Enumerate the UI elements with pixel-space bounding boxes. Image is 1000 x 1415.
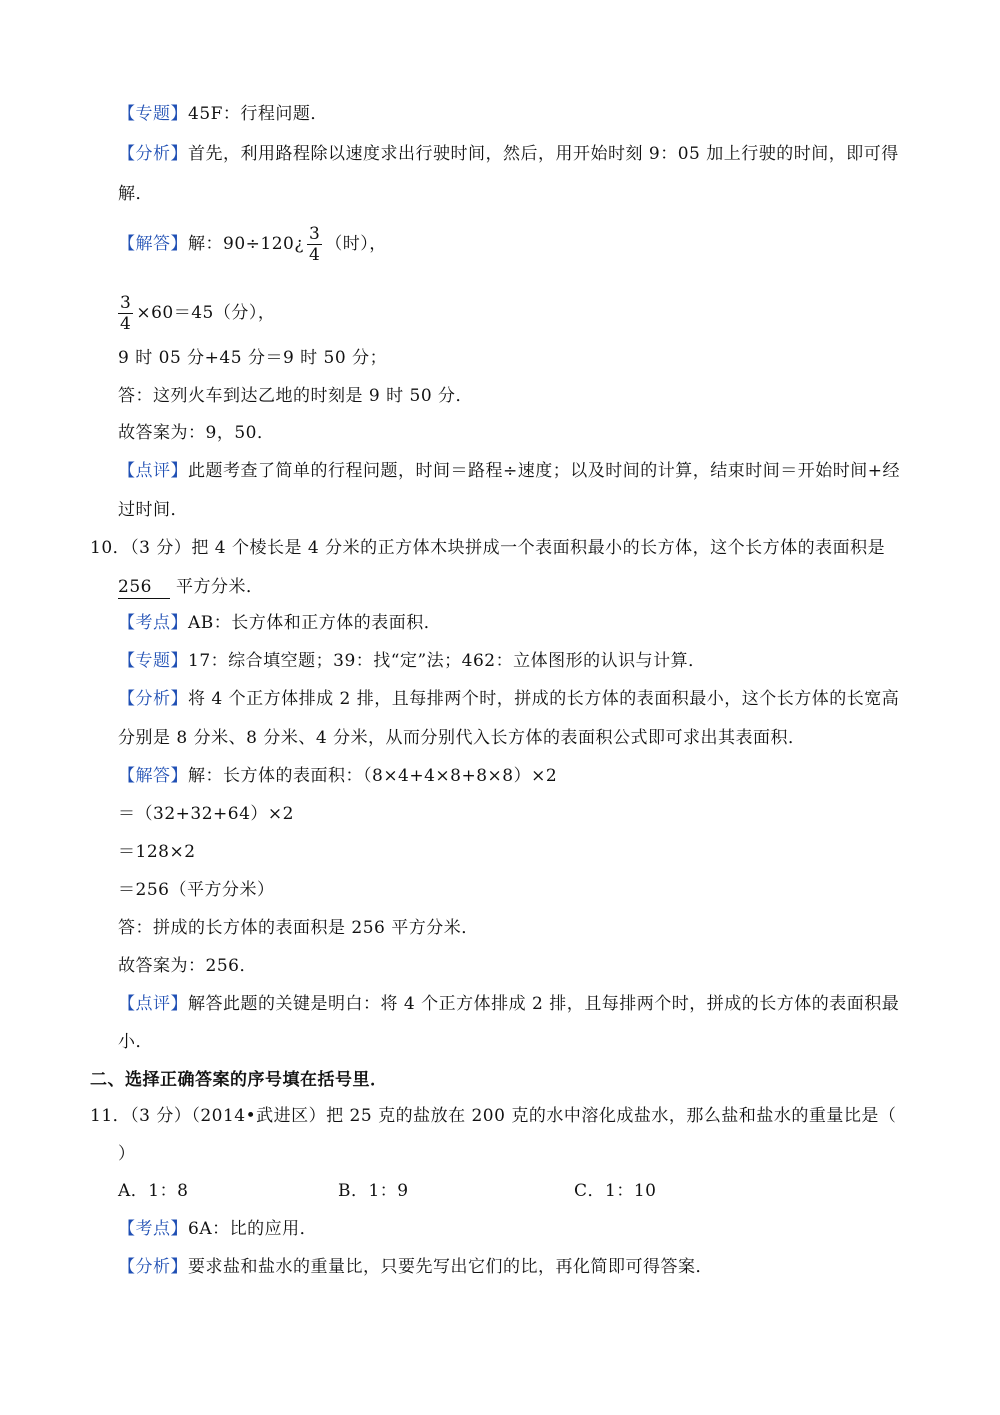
q9-step2-line [118, 292, 275, 334]
question-number: 10． [90, 538, 131, 558]
analysis-tag: 【分析】 [118, 144, 188, 164]
comment-tag: 【点评】 [118, 994, 188, 1014]
step-text: ×60＝45（分）， [136, 303, 276, 323]
q9-comment-line-2: 过时间． [118, 500, 188, 520]
q10-comment-line-2: 小． [118, 1032, 153, 1052]
comment-tag: 【点评】 [118, 461, 188, 481]
topic-tag: 【专题】 [118, 104, 188, 124]
analysis-text: 要求盐和盐水的重量比，只要先写出它们的比，再化简即可得答案． [188, 1257, 713, 1277]
q9-step3-line: 9 时 05 分+45 分＝9 时 50 分； [118, 348, 388, 368]
answer-blank: 256 [118, 576, 170, 599]
q9-analysis-line-1 [118, 143, 899, 165]
solution-tag: 【解答】 [118, 234, 188, 254]
solution-tag: 【解答】 [118, 766, 188, 786]
point-text: AB：长方体和正方体的表面积． [188, 613, 442, 633]
point-text: 6A：比的应用． [188, 1219, 318, 1239]
q9-comment-line-1 [118, 460, 900, 482]
analysis-tag: 【分析】 [118, 1257, 188, 1277]
option-a: A．1：8 [118, 1181, 189, 1201]
analysis-text: 首先，利用路程除以速度求出行驶时间，然后，用开始时刻 9：05 加上行驶的时间，即可得 [188, 144, 899, 164]
question-stem: （3 分）（2014•武进区）把 25 克的盐放在 200 克的水中溶化成盐水，那么盐和盐水的重量比是（ [130, 1106, 897, 1126]
fraction-numerator: 3 [308, 224, 321, 244]
analysis-text: 解． [118, 184, 153, 204]
q10-solution-line [118, 765, 557, 787]
question-stem: 平方分米． [175, 577, 264, 597]
q11-stem-line-1 [90, 1105, 896, 1127]
q9-analysis-line-2 [118, 183, 153, 205]
comment-text: 解答此题的关键是明白：将 4 个正方体排成 2 排，且每排两个时，拼成的长方体的表面积最 [188, 994, 900, 1014]
question-stem: （3 分）把 4 个棱长是 4 分米的正方体木块拼成一个表面积最小的长方体，这个长方体的表面积是 [130, 538, 886, 558]
q9-final-line: 故答案为：9，50． [118, 423, 275, 443]
analysis-tag: 【分析】 [118, 689, 188, 709]
section-heading: 二、选择正确答案的序号填在括号里． [90, 1070, 388, 1090]
comment-text: 此题考查了简单的行程问题，时间＝路程÷速度；以及时间的计算，结束时间＝开始时间+经 [188, 461, 900, 481]
fraction-denominator: 4 [120, 314, 132, 334]
point-tag: 【考点】 [118, 613, 188, 633]
point-tag: 【考点】 [118, 1219, 188, 1239]
q10-step2-line: ＝（32+32+64）×2 [118, 804, 294, 824]
fraction-denominator: 4 [308, 245, 321, 265]
q11-point-line [118, 1218, 317, 1240]
q10-topic-line [118, 650, 706, 672]
q10-step4-line: ＝256（平方分米） [118, 880, 275, 900]
solution-suffix: （时）， [325, 234, 387, 254]
q10-analysis-line-2: 分别是 8 分米、8 分米、4 分米，从而分别代入长方体的表面积公式即可求出其表面积． [118, 728, 806, 748]
topic-text: 45F：行程问题． [188, 104, 328, 124]
q10-point-line [118, 612, 441, 634]
q9-answer-line: 答：这列火车到达乙地的时刻是 9 时 50 分． [118, 386, 474, 406]
q10-stem-line-1 [90, 537, 885, 559]
analysis-text: 将 4 个正方体排成 2 排，且每排两个时，拼成的长方体的表面积最小，这个长方体的长宽高 [188, 689, 900, 709]
q9-solution-line [118, 223, 387, 265]
question-number: 11． [90, 1106, 131, 1126]
q10-final-line: 故答案为：256． [118, 956, 257, 976]
q9-topic-line [118, 103, 328, 125]
topic-text: 17：综合填空题；39：找“定”法；462：立体图形的认识与计算． [188, 651, 706, 671]
option-c: C．1：10 [574, 1181, 657, 1201]
q10-stem-line-2 [118, 576, 263, 599]
fraction-three-quarters [118, 293, 133, 334]
q11-analysis-line [118, 1256, 713, 1278]
topic-tag: 【专题】 [118, 651, 188, 671]
solution-text: 解：长方体的表面积：（8×4+4×8+8×8）×2 [188, 766, 558, 786]
q10-answer-line: 答：拼成的长方体的表面积是 256 平方分米． [118, 918, 479, 938]
fraction-numerator: 3 [120, 293, 132, 313]
solution-prefix: 解：90÷120¿ [188, 234, 304, 254]
option-b: B．1：9 [338, 1181, 409, 1201]
fraction-three-quarters [307, 224, 322, 265]
q10-comment-line-1 [118, 993, 899, 1015]
q11-stem-line-2: ） [118, 1144, 136, 1164]
q10-step3-line: ＝128×2 [118, 842, 196, 862]
q10-analysis-line-1 [118, 688, 899, 710]
